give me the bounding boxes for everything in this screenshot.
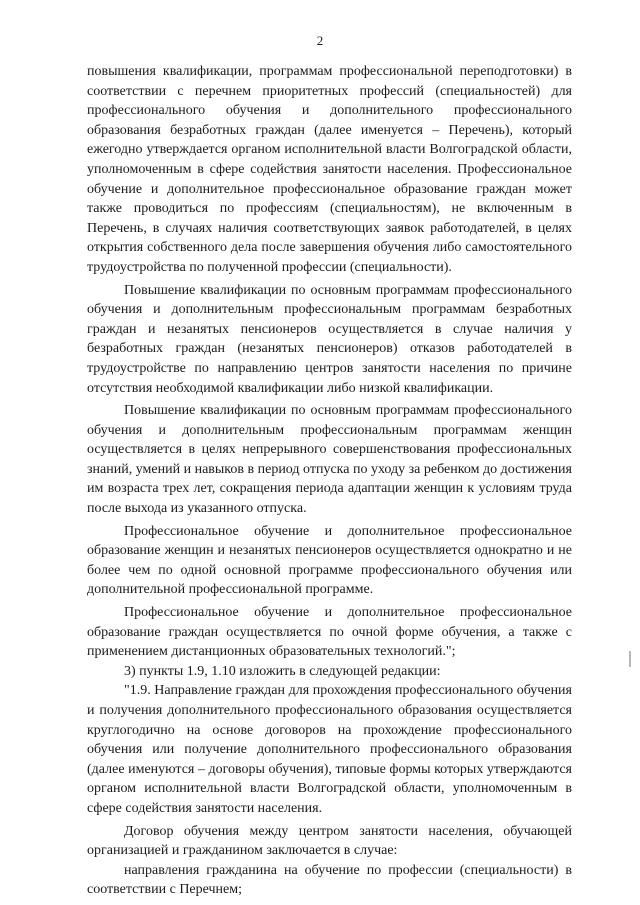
- paragraph-clause-1-9: "1.9. Направление граждан для прохождения профессионального обучения и получения дополнительного профессионального образования осуществляется круглогодично на основе договоров на прохождение профессионального обучения или получение дополнительного профессионального образования (далее именуются – договоры обучения), типовые формы которых утверждаются органом исполнительной власти Волгоградской области, уполномоченным в сфере содействия занятости населения.: [87, 683, 572, 816]
- paragraph-contract-case: направления гражданина на обучение по профессии (специальности) в соответствии с Перечнем;: [87, 862, 572, 898]
- paragraph-training-form: Профессиональное обучение и дополнительное профессиональное образование граждан осуществляется по очной форме обучения, а также с применением дистанционных образовательных технологий.";: [87, 605, 572, 660]
- paragraph-advanced-training-unemployed: Повышение квалификации по основным программам профессионального обучения и дополнительным профессиональным программам безработных граждан и незанятых пенсионеров осуществляется в случае наличия у безработных граждан (незанятых пенсионеров) отказов работодателей в трудоустройстве по направлению центров занятости населения по причине отсутствия необходимой квалификации либо низкой квалификации.: [87, 282, 572, 396]
- document-body: [87, 62, 572, 900]
- paragraph-continuation: повышения квалификации, программам профессиональной переподготовки) в соответствии с перечнем приоритетных профессий (специальностей) для профессионального обучения и дополнительного профессионального образования безработных граждан (далее именуется – Перечень), который ежегодно утверждается органом исполнительной власти Волгоградской области, уполномоченным в сфере содействия занятости населения. Профессиональное обучение и дополнительное профессиональное образование граждан может также проводиться по профессиям (специальностям), не включенным в Перечень, в случаях наличия соответствующих заявок работодателей, в целях открытия собственного дела после завершения обучения либо самостоятельного трудоустройства по полученной профессии (специальности).: [87, 64, 572, 275]
- paragraph-one-time-training: Профессиональное обучение и дополнительное профессиональное образование женщин и незанятых пенсионеров осуществляется однократно и не более чем по одной основной программе профессионального обучения или дополнительной профессиональной программе.: [87, 523, 572, 598]
- paragraph-advanced-training-women: Повышение квалификации по основным программам профессионального обучения и дополнительным профессиональным программам женщин осуществляется в целях непрерывного совершенствования профессиональных знаний, умений и навыков в период отпуска по уходу за ребенком до достижения им возраста трех лет, сокращения периода адаптации женщин к условиям труда после выхода из указанного отпуска.: [87, 403, 572, 517]
- margin-mark: [629, 651, 631, 667]
- paragraph-training-contract: Договор обучения между центром занятости населения, обучающей организацией и гражданином заключается в случае:: [87, 823, 572, 859]
- page-number: 2: [316, 33, 324, 48]
- paragraph-amendment-item-3: 3) пункты 1.9, 1.10 изложить в следующей редакции:: [124, 663, 441, 679]
